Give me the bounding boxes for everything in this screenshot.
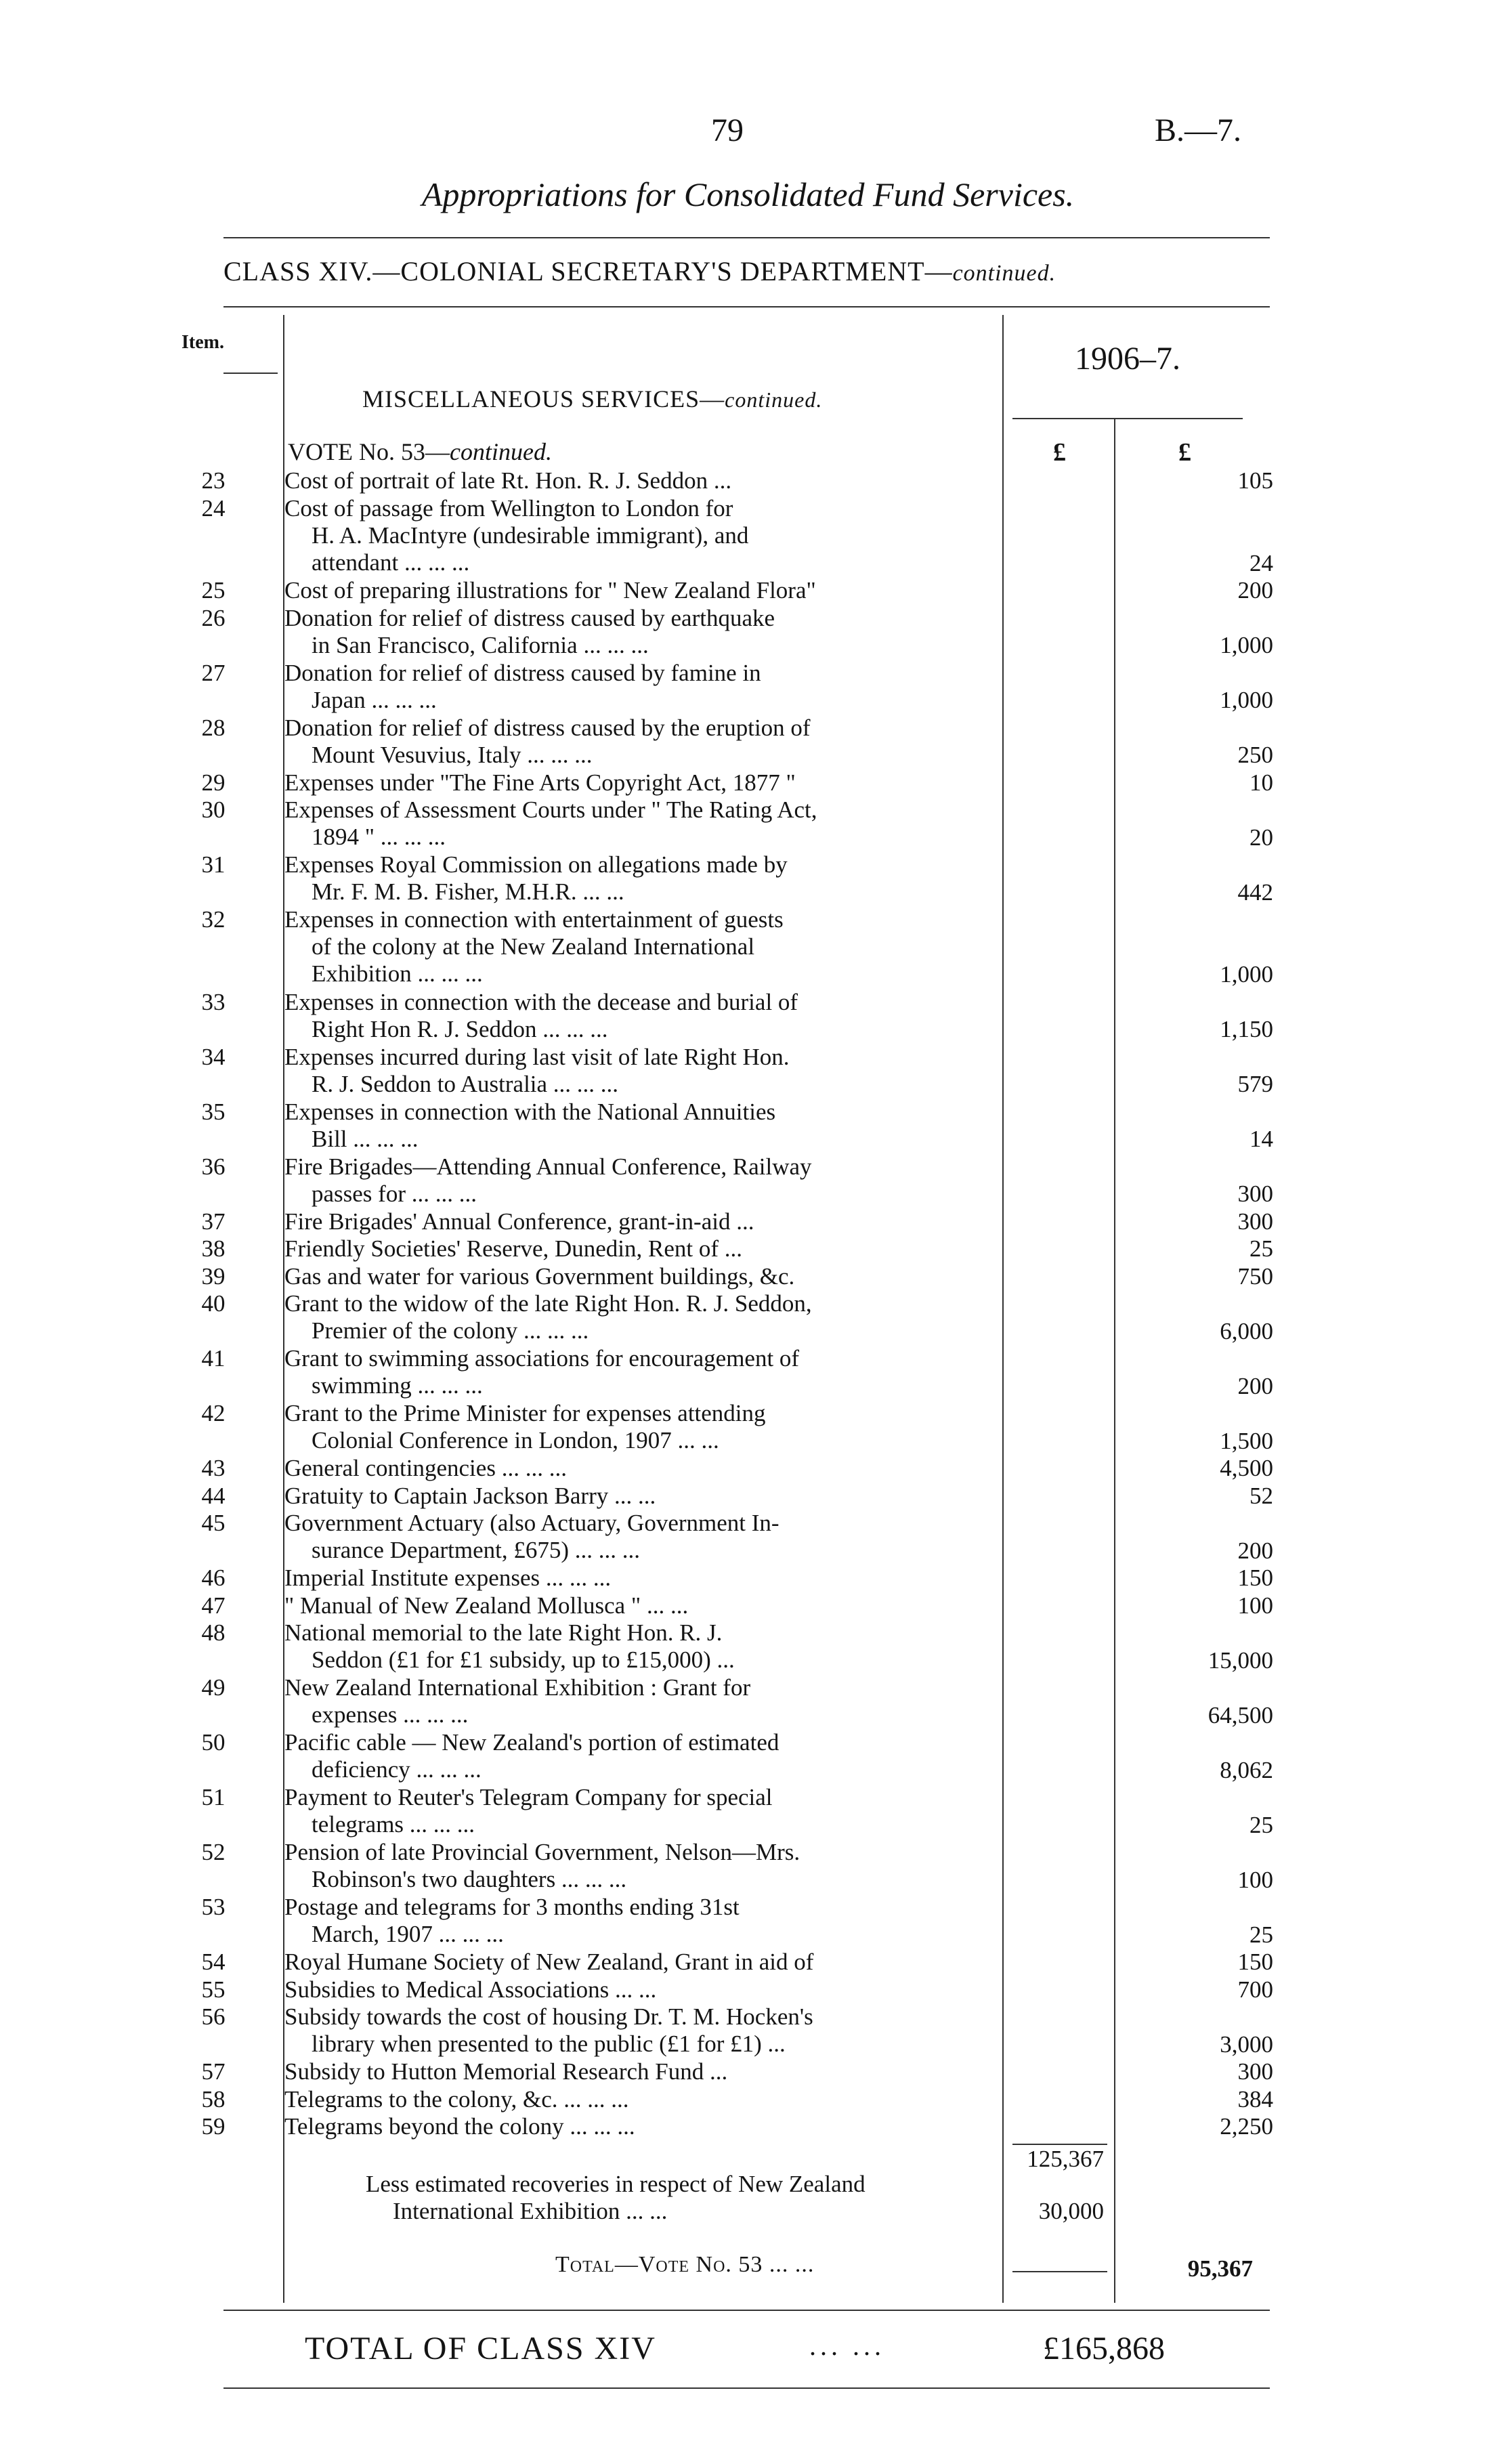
- item-description-line: Postage and telegrams for 3 months ending 31st: [284, 1894, 740, 1920]
- item-description: [284, 851, 1161, 906]
- item-amount: 750: [1237, 1262, 1273, 1290]
- grand-total-label: TOTAL OF CLASS XIV: [305, 2331, 656, 2366]
- item-description: [284, 577, 1161, 604]
- page-title: Appropriations for Consolidated Fund Services.: [421, 175, 1075, 213]
- item-number: 25: [201, 577, 226, 603]
- item-amount: 105: [1237, 467, 1273, 494]
- item-description-line: Mount Vesuvius, Italy ... ... ...: [312, 741, 593, 768]
- section-title: [362, 385, 822, 413]
- item-description-line: " Manual of New Zealand Mollusca " ... ...: [284, 1592, 689, 1619]
- item-description-line: Fire Brigades—Attending Annual Conference, Railway: [284, 1153, 812, 1180]
- item-number: 52: [201, 1839, 226, 1865]
- item-description-line: Friendly Societies' Reserve, Dunedin, Rent of ...: [284, 1235, 743, 1262]
- item-description-line: Government Actuary (also Actuary, Government In-: [284, 1510, 779, 1536]
- item-description-line: Expenses in connection with entertainment of guests: [284, 906, 784, 933]
- item-description-line: March, 1907 ... ... ...: [312, 1921, 504, 1947]
- item-amount: 200: [1237, 1372, 1273, 1399]
- item-amount: 384: [1237, 2085, 1273, 2112]
- item-number: 44: [201, 1482, 226, 1509]
- grand-total-amount: £165,868: [1043, 2331, 1165, 2366]
- item-amount: 1,000: [1220, 632, 1273, 658]
- item-description: [284, 1592, 1161, 1619]
- item-description-line: Gas and water for various Government buildings, &c.: [284, 1262, 795, 1290]
- less-recoveries-line-1: Less estimated recoveries in respect of New Zealand: [366, 2171, 865, 2197]
- item-amount: 1,150: [1220, 1016, 1273, 1042]
- year-column-header: 1906–7.: [1075, 341, 1180, 377]
- item-amount: 2,250: [1220, 2113, 1273, 2140]
- item-description-line: Gratuity to Captain Jackson Barry ... ...: [284, 1482, 656, 1509]
- item-amount: 25: [1249, 1235, 1273, 1262]
- item-description-line: Expenses under "The Fine Arts Copyright Act, 1877 ": [284, 769, 796, 796]
- item-number: 38: [201, 1235, 226, 1262]
- item-description-line: Subsidy to Hutton Memorial Research Fund ...: [284, 2058, 728, 2085]
- item-description-line: Donation for relief of distress caused by the eruption of: [284, 714, 811, 741]
- item-description-line: Right Hon R. J. Seddon ... ... ...: [312, 1015, 608, 1042]
- subtotal-rule: [1012, 2144, 1107, 2145]
- item-number: 23: [201, 467, 226, 494]
- item-amount: 150: [1237, 1565, 1273, 1591]
- pound-sign-column-2: £: [1178, 438, 1191, 467]
- item-description-line: Payment to Reuter's Telegram Company for special: [284, 1784, 773, 1810]
- item-amount: 300: [1237, 2058, 1273, 2085]
- item-description-line: Cost of preparing illustrations for " New Zealand Flora": [284, 577, 816, 603]
- vote-label: [288, 438, 552, 466]
- item-description-line: telegrams ... ... ...: [312, 1811, 475, 1838]
- item-amount: 8,062: [1220, 1756, 1273, 1783]
- class-title-text: CLASS XIV.—COLONIAL SECRETARY'S DEPARTMENT—: [223, 256, 953, 286]
- item-number: 32: [201, 906, 226, 933]
- item-header-rule: [223, 373, 278, 374]
- item-number: 29: [201, 769, 226, 796]
- item-description: [284, 1729, 1161, 1783]
- item-description: [284, 1208, 1161, 1235]
- item-number: 24: [201, 494, 226, 522]
- item-description: [284, 1839, 1161, 1893]
- item-description-line: swimming ... ... ...: [312, 1372, 483, 1399]
- item-description: [284, 2058, 1161, 2085]
- item-description-line: Expenses incurred during last visit of late Right Hon.: [284, 1043, 790, 1070]
- item-amount: 15,000: [1208, 1647, 1273, 1674]
- item-amount: 6,000: [1220, 1317, 1273, 1344]
- item-description-line: Colonial Conference in London, 1907 ... ...: [312, 1427, 719, 1453]
- item-number: 28: [201, 714, 226, 741]
- section-title-text: MISCELLANEOUS SERVICES—: [362, 385, 725, 412]
- item-description: [284, 1263, 1161, 1290]
- item-description: [284, 1949, 1161, 1976]
- grand-total-bottom-rule: [223, 2387, 1270, 2389]
- subtotal-amount: 125,367: [1027, 2146, 1104, 2172]
- item-number: 49: [201, 1674, 226, 1701]
- class-title: [223, 255, 1270, 287]
- item-description-line: Royal Humane Society of New Zealand, Grant in aid of: [284, 1949, 814, 1975]
- pound-sign-column-1: £: [1053, 438, 1066, 467]
- item-description-line: General contingencies ... ... ...: [284, 1455, 567, 1481]
- item-number: 42: [201, 1400, 226, 1426]
- item-description-line: Premier of the colony ... ... ...: [312, 1317, 589, 1344]
- item-amount: 200: [1237, 577, 1273, 603]
- item-description-line: Telegrams to the colony, &c. ... ... ...: [284, 2085, 629, 2112]
- item-description: [284, 1894, 1161, 1948]
- item-description: [284, 1153, 1161, 1208]
- item-amount: 1,500: [1220, 1427, 1273, 1454]
- item-amount: 1,000: [1220, 687, 1273, 713]
- item-description-line: Cost of passage from Wellington to London for: [284, 494, 733, 522]
- total-vote-label: Total—Vote No. 53 ... ...: [555, 2252, 815, 2277]
- item-number: 51: [201, 1784, 226, 1810]
- less-recoveries-line-2: International Exhibition ... ...: [393, 2198, 668, 2224]
- item-description-line: Imperial Institute expenses ... ... ...: [284, 1565, 612, 1591]
- item-amount: 24: [1249, 549, 1273, 576]
- item-amount: 700: [1237, 1976, 1273, 2003]
- grand-total-leader-dots: ... ...: [809, 2331, 885, 2361]
- item-number: 41: [201, 1345, 226, 1372]
- item-number: 54: [201, 1949, 226, 1975]
- item-description: [284, 1784, 1161, 1838]
- item-description: [284, 1619, 1161, 1674]
- item-description: [284, 2113, 1161, 2140]
- item-description: [284, 769, 1161, 796]
- grand-total-top-rule: [223, 2310, 1270, 2311]
- item-number: 31: [201, 851, 226, 878]
- item-description-line: Pension of late Provincial Government, Nelson—Mrs.: [284, 1839, 800, 1865]
- item-description-line: 1894 " ... ... ...: [312, 824, 446, 850]
- item-number: 39: [201, 1262, 226, 1290]
- item-amount: 250: [1237, 742, 1273, 768]
- item-amount: 14: [1249, 1126, 1273, 1152]
- item-description-line: National memorial to the late Right Hon. R. J.: [284, 1619, 723, 1646]
- item-description: [284, 1674, 1161, 1728]
- page-number: 79: [711, 112, 744, 148]
- item-description-line: of the colony at the New Zealand International: [312, 933, 755, 960]
- item-description-line: passes for ... ... ...: [312, 1180, 477, 1207]
- item-description: [284, 796, 1161, 851]
- item-amount: 300: [1237, 1208, 1273, 1235]
- item-description-line: Bill ... ... ...: [312, 1125, 419, 1152]
- item-description-line: H. A. MacIntyre (undesirable immigrant), and: [312, 522, 749, 549]
- item-number: 36: [201, 1153, 226, 1180]
- item-description: [284, 1565, 1161, 1592]
- item-amount: 64,500: [1208, 1701, 1273, 1728]
- vote-label-text: VOTE No. 53—: [288, 438, 450, 465]
- item-number: 37: [201, 1208, 226, 1235]
- item-amount: 100: [1237, 1866, 1273, 1893]
- item-number: 46: [201, 1565, 226, 1591]
- item-number: 34: [201, 1043, 226, 1070]
- item-description-line: Expenses of Assessment Courts under " The Rating Act,: [284, 796, 817, 823]
- class-rule: [223, 306, 1270, 307]
- item-number: 45: [201, 1510, 226, 1536]
- item-number: 30: [201, 796, 226, 823]
- item-number: 53: [201, 1894, 226, 1920]
- item-description-line: Grant to swimming associations for encouragement of: [284, 1345, 800, 1372]
- item-description: [284, 1455, 1161, 1482]
- item-description: [284, 906, 1161, 987]
- item-number: 58: [201, 2085, 226, 2112]
- item-description-line: attendant ... ... ...: [312, 549, 470, 576]
- item-amount: 100: [1237, 1592, 1273, 1619]
- item-description: [284, 1290, 1161, 1344]
- item-number: 47: [201, 1592, 226, 1619]
- item-number: 43: [201, 1455, 226, 1481]
- item-amount: 3,000: [1220, 2031, 1273, 2058]
- item-number: 55: [201, 1976, 226, 2003]
- item-description-line: surance Department, £675) ... ... ...: [312, 1537, 640, 1563]
- item-description: [284, 1099, 1161, 1153]
- item-description-line: Donation for relief of distress caused by earthquake: [284, 604, 775, 631]
- item-amount: 442: [1237, 878, 1273, 906]
- item-amount: 1,000: [1220, 961, 1273, 987]
- less-recoveries-amount: 30,000: [1038, 2198, 1104, 2224]
- item-description-line: Expenses in connection with the National Annuities: [284, 1098, 776, 1125]
- item-description: [284, 715, 1161, 769]
- item-description-line: Expenses Royal Commission on allegations made by: [284, 851, 788, 878]
- item-amount: 579: [1237, 1071, 1273, 1097]
- item-number: 27: [201, 659, 226, 686]
- item-number: 33: [201, 988, 226, 1015]
- item-amount: 25: [1249, 1811, 1273, 1838]
- item-column-header: Item.: [181, 332, 224, 353]
- item-description-line: Robinson's two daughters ... ... ...: [312, 1866, 627, 1892]
- item-description-line: Japan ... ... ...: [312, 686, 437, 713]
- item-description-line: Subsidy towards the cost of housing Dr. T. M. Hocken's: [284, 2003, 813, 2030]
- year-header-rule: [1012, 418, 1243, 419]
- document-reference: B.—7.: [1155, 112, 1242, 148]
- item-description: [284, 1345, 1161, 1399]
- item-description-line: Mr. F. M. B. Fisher, M.H.R. ... ...: [312, 878, 624, 905]
- item-number: 48: [201, 1619, 226, 1646]
- item-number: 26: [201, 604, 226, 631]
- item-description-line: Telegrams beyond the colony ... ... ...: [284, 2113, 635, 2140]
- item-description: [284, 467, 1161, 494]
- class-title-continued: continued.: [952, 261, 1056, 286]
- item-description-line: in San Francisco, California ... ... ...: [312, 631, 649, 658]
- section-title-continued: continued.: [725, 387, 823, 412]
- item-description-line: Grant to the widow of the late Right Hon. R. J. Seddon,: [284, 1290, 812, 1317]
- item-description-line: Subsidies to Medical Associations ... ...: [284, 1976, 657, 2003]
- item-description-line: New Zealand International Exhibition : Grant for: [284, 1674, 751, 1701]
- item-amount: 25: [1249, 1921, 1273, 1948]
- item-number: 57: [201, 2058, 226, 2085]
- item-description: [284, 1483, 1161, 1510]
- item-amount: 52: [1249, 1482, 1273, 1509]
- item-description-line: Seddon (£1 for £1 subsidy, up to £15,000) ...: [312, 1647, 735, 1673]
- item-description: [284, 1976, 1161, 2003]
- item-number: 50: [201, 1729, 226, 1756]
- item-amount: 4,500: [1220, 1455, 1273, 1481]
- item-description-line: Grant to the Prime Minister for expenses attending: [284, 1400, 766, 1426]
- item-description-line: Fire Brigades' Annual Conference, grant-in-aid ...: [284, 1208, 754, 1235]
- total-vote-amount: 95,367: [1187, 2255, 1253, 2282]
- total-vote-rule: [1012, 2271, 1107, 2272]
- item-description: [284, 495, 1161, 576]
- item-number: 56: [201, 2003, 226, 2030]
- item-description: [284, 1235, 1161, 1262]
- item-description-line: Expenses in connection with the decease and burial of: [284, 988, 798, 1015]
- item-amount: 150: [1237, 1949, 1273, 1975]
- vote-label-continued: continued.: [449, 438, 552, 465]
- item-description-line: Donation for relief of distress caused by famine in: [284, 659, 761, 686]
- item-description: [284, 1400, 1161, 1454]
- item-description: [284, 605, 1161, 659]
- item-amount: 10: [1249, 769, 1273, 796]
- item-number: 35: [201, 1098, 226, 1125]
- item-description: [284, 660, 1161, 714]
- item-number: 40: [201, 1290, 226, 1317]
- item-description-line: Cost of portrait of late Rt. Hon. R. J. Seddon ...: [284, 467, 732, 494]
- item-number: 59: [201, 2113, 226, 2140]
- item-description-line: R. J. Seddon to Australia ... ... ...: [312, 1070, 619, 1097]
- item-description-line: library when presented to the public (£1 for £1) ...: [312, 2031, 786, 2057]
- header-rule: [223, 237, 1270, 238]
- item-description: [284, 1044, 1161, 1098]
- item-amount: 200: [1237, 1537, 1273, 1564]
- item-description-line: Pacific cable — New Zealand's portion of estimated: [284, 1729, 779, 1756]
- item-description: [284, 1510, 1161, 1564]
- less-recoveries: [366, 2171, 865, 2225]
- item-description-line: expenses ... ... ...: [312, 1701, 469, 1728]
- item-description: [284, 2003, 1161, 2058]
- item-description: [284, 2086, 1161, 2113]
- item-amount: 300: [1237, 1181, 1273, 1207]
- item-description-line: deficiency ... ... ...: [312, 1756, 482, 1783]
- item-description: [284, 989, 1161, 1043]
- item-amount: 20: [1249, 824, 1273, 851]
- item-description-line: Exhibition ... ... ...: [312, 960, 483, 987]
